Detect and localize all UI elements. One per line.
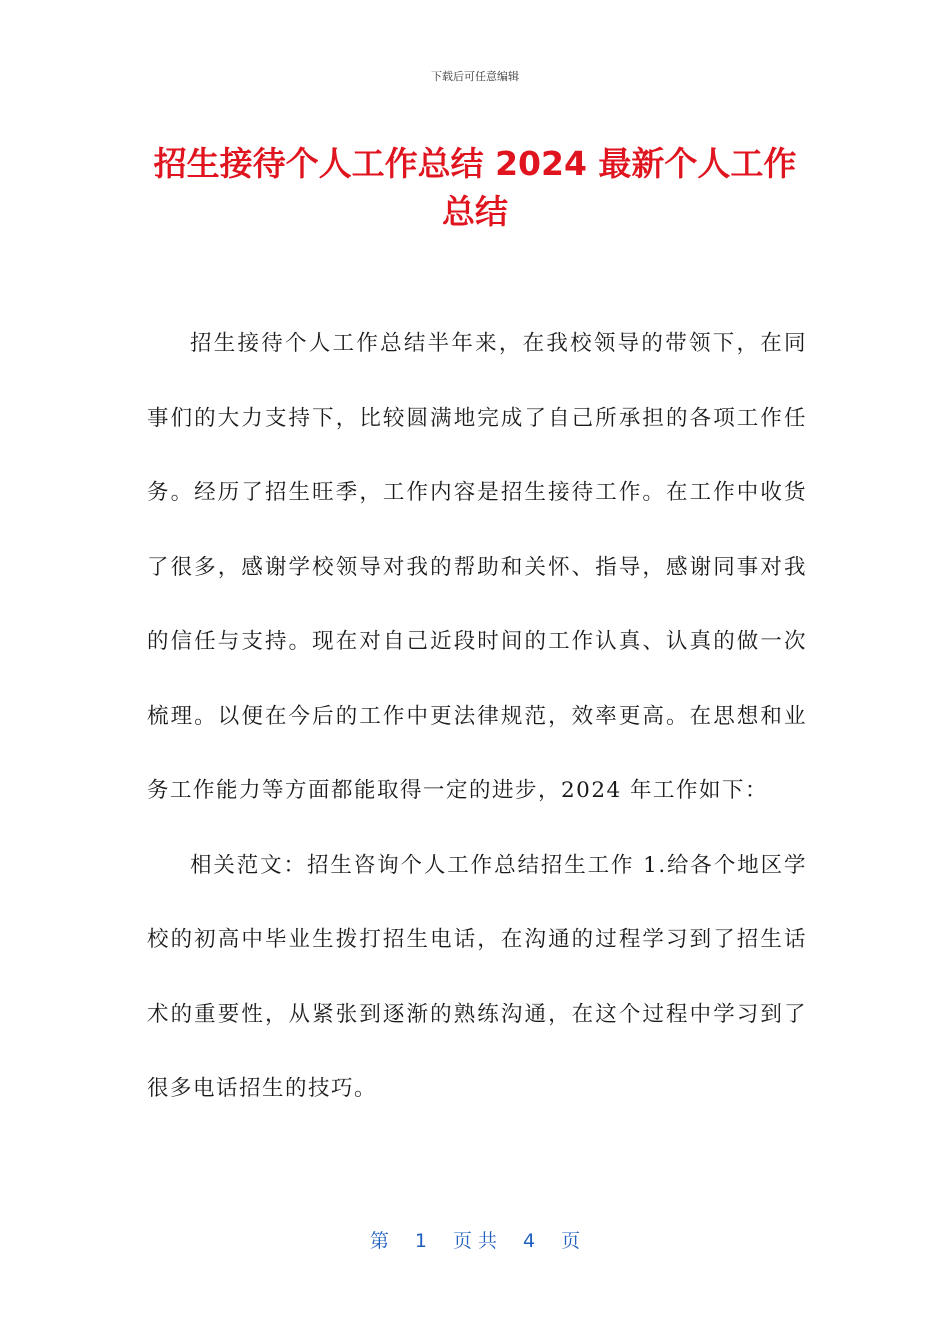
paragraph-1: 招生接待个人工作总结半年来，在我校领导的带领下，在同事们的大力支持下，比较圆满地完成了自己所承担的各项工作任务。经历了招生旺季，工作内容是招生接待工作。在工作中收货了很多，感谢学校领导对我的帮助和关怀、指导，感谢同事对我的信任与支持。现在对自己近段时间的工作认真、认真的做一次梳理。以便在今后的工作中更法律规范，效率更高。在思想和业务工作能力等方面都能取得一定的进步，2024 年工作如下：	[147, 331, 807, 803]
footer-page-number: 1	[414, 1230, 427, 1252]
footer-total-pages: 4	[523, 1230, 536, 1252]
document-title: 招生接待个人工作总结 2024 最新个人工作总结	[153, 144, 797, 231]
footer-suffix: 页	[561, 1230, 581, 1252]
page-footer	[0, 1226, 950, 1253]
document-body	[147, 307, 807, 1127]
footer-middle: 页 共	[452, 1230, 498, 1252]
paragraph-2: 相关范文：招生咨询个人工作总结招生工作 1.给各个地区学校的初高中毕业生拨打招生电话，在沟通的过程学习到了招生话术的重要性，从紧张到逐渐的熟练沟通，在这个过程中学习到了很多电话招生的技巧。	[147, 852, 807, 1101]
header-note: 下载后可任意编辑	[431, 70, 519, 83]
footer-prefix: 第	[369, 1230, 389, 1252]
